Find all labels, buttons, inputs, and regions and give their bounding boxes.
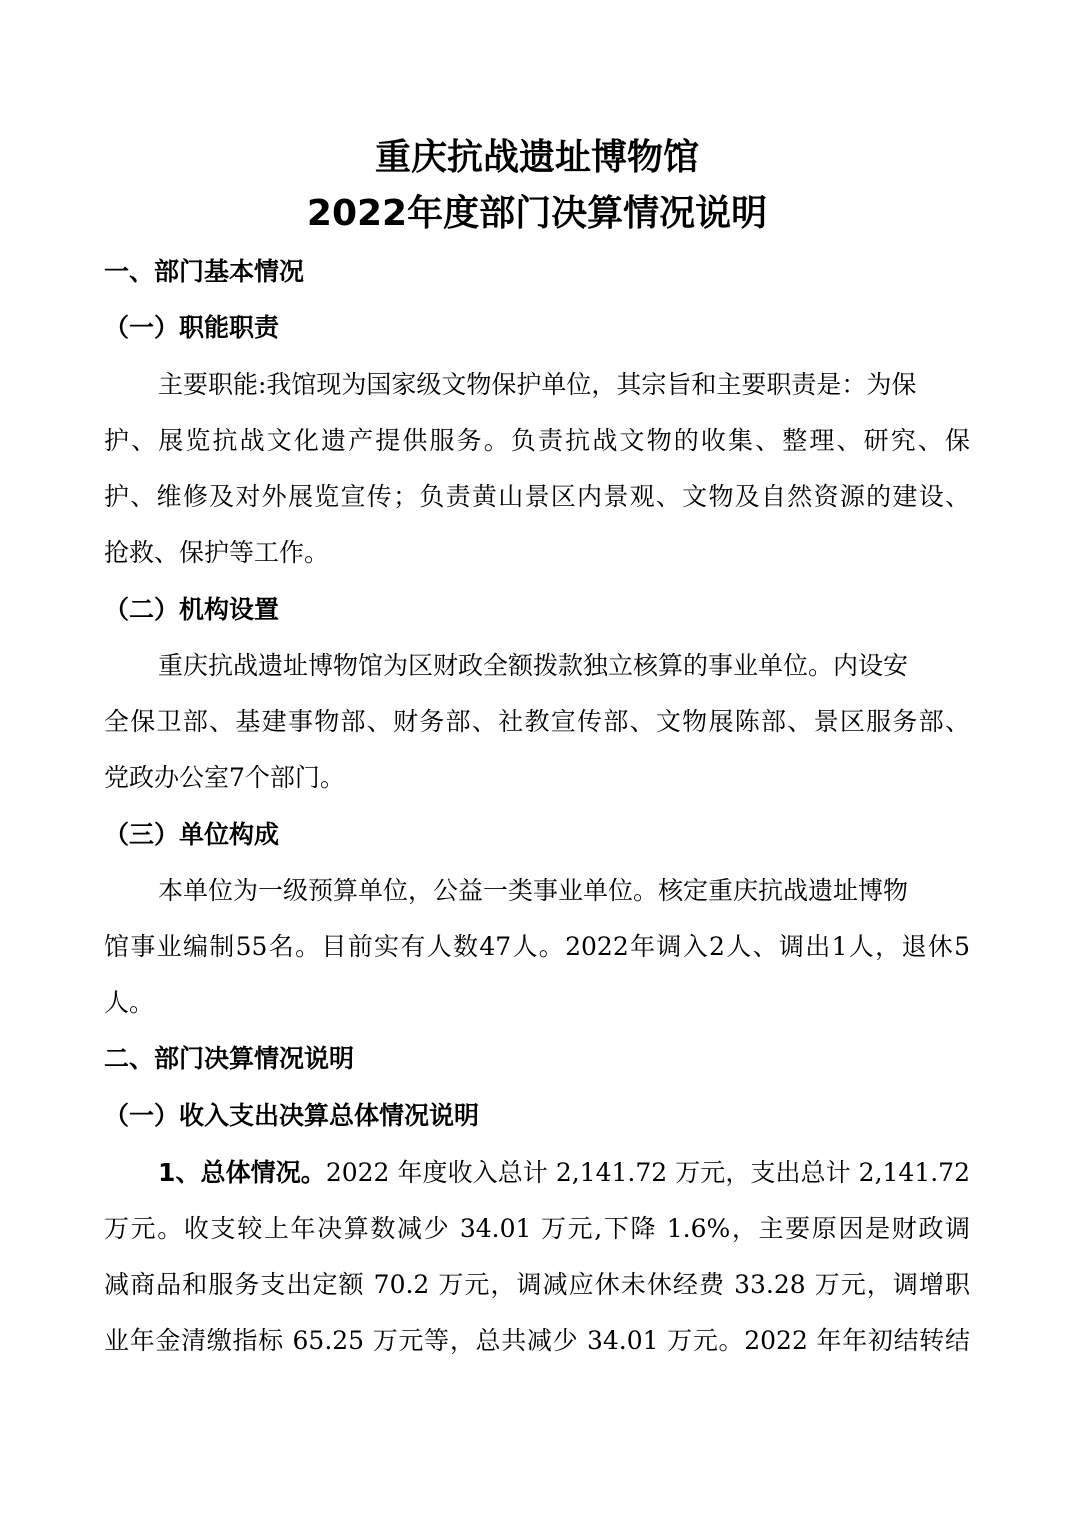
paragraph-line: 业年金清缴指标 65.25 万元等，总共减少 34.01 万元。2022 年年初结转结 (104, 1326, 970, 1355)
section1-sub1-paragraph (104, 357, 970, 581)
document-title-line1: 重庆抗战遗址博物馆 (374, 137, 699, 178)
paragraph-line: 人。 (104, 988, 155, 1017)
overall-situation-lead: 1、总体情况。 (158, 1158, 326, 1187)
section1-sub2-heading: （二）机构设置 (104, 595, 280, 624)
section2-heading: 二、部门决算情况说明 (104, 1044, 355, 1073)
document-title-line2: 2022年度部门决算情况说明 (306, 193, 768, 234)
paragraph-line-text: 2022 年度收入总计 2,141.72 万元，支出总计 2,141.72 (325, 1158, 970, 1187)
paragraph-line: 全保卫部、基建事物部、财务部、社教宣传部、文物展陈部、景区服务部、 (104, 707, 970, 736)
paragraph-line: 万元。收支较上年决算数减少 34.01 万元,下降 1.6%，主要原因是财政调 (104, 1214, 970, 1243)
paragraph-line: 主要职能:我馆现为国家级文物保护单位，其宗旨和主要职责是：为保 (158, 370, 917, 399)
paragraph-line: 抢救、保护等工作。 (104, 538, 330, 567)
paragraph-line: 馆事业编制55名。目前实有人数47人。2022年调入2人、调出1人，退休5 (104, 932, 970, 961)
section2-sub1-paragraph (104, 1145, 970, 1369)
section1-sub3-heading: （三）单位构成 (104, 820, 280, 849)
section2-sub1-heading: （一）收入支出决算总体情况说明 (104, 1101, 480, 1130)
section1-sub3-paragraph (104, 863, 970, 1031)
paragraph-line: 护、维修及对外展览宣传；负责黄山景区内景观、文物及自然资源的建设、 (104, 482, 970, 511)
paragraph-line: 减商品和服务支出定额 70.2 万元，调减应休未休经费 33.28 万元，调增职 (104, 1270, 970, 1299)
section1-sub2-paragraph (104, 638, 970, 806)
paragraph-line: 党政办公室7个部门。 (104, 763, 345, 792)
section1-sub1-heading: （一）职能职责 (104, 313, 280, 342)
paragraph-line: 护、展览抗战文化遗产提供服务。负责抗战文物的收集、整理、研究、保 (104, 426, 970, 455)
paragraph-line: 本单位为一级预算单位，公益一类事业单位。核定重庆抗战遗址博物 (158, 876, 909, 905)
paragraph-line (104, 1145, 970, 1201)
paragraph-line: 重庆抗战遗址博物馆为区财政全额拨款独立核算的事业单位。内设安 (158, 651, 909, 680)
section1-heading: 一、部门基本情况 (104, 257, 305, 286)
